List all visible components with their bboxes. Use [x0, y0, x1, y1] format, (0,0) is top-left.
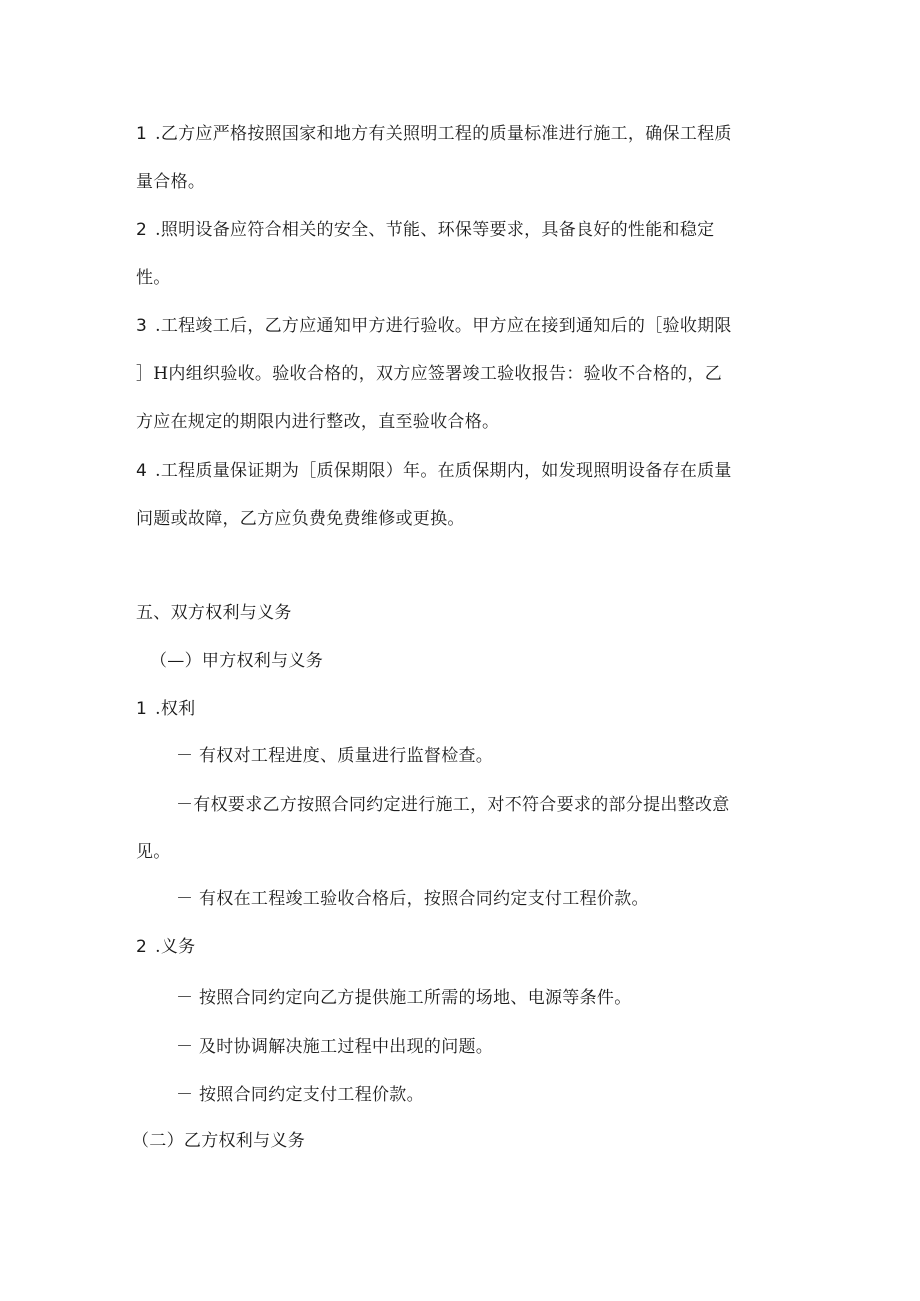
subsection-heading-party-a: （—）甲方权利与义务	[150, 651, 323, 671]
clause-4-3-line-2: ］H内组织验收。验收合格的，双方应签署竣工验收报告：验收不合格的，乙	[136, 364, 723, 384]
duties-bullet-3: － 按照合同约定支付工程价款。	[176, 1085, 424, 1105]
clause-4-4-line-1	[136, 459, 732, 483]
clause-4-3-line-1	[136, 314, 732, 338]
clause-4-2-line-2: 性。	[136, 268, 171, 288]
clause-title: .义务	[155, 937, 196, 957]
rights-heading	[136, 697, 195, 721]
clause-number: 1	[136, 699, 148, 719]
clause-4-3-line-3: 方应在规定的期限内进行整改，直至验收合格。	[136, 412, 500, 432]
clause-number: 2	[136, 937, 148, 957]
clause-4-4-line-2: 问题或故障，乙方应负费免费维修或更换。	[136, 509, 465, 529]
duties-bullet-1: － 按照合同约定向乙方提供施工所需的场地、电源等条件。	[176, 988, 632, 1008]
section-heading: 五、双方权利与义务	[136, 603, 292, 623]
clause-number: 2	[136, 220, 148, 240]
clause-text: .工程质量保证期为［质保期限）年。在质保期内，如发现照明设备存在质量	[155, 461, 732, 481]
clause-4-1-line-1	[136, 122, 732, 146]
clause-number: 3	[136, 316, 148, 336]
rights-bullet-1: － 有权对工程进度、质量进行监督检查。	[176, 746, 494, 766]
duties-bullet-2: － 及时协调解决施工过程中出现的问题。	[176, 1037, 494, 1057]
clause-4-1-line-2: 量合格。	[136, 172, 206, 192]
clause-number: 4	[136, 461, 148, 481]
clause-text: .工程竣工后，乙方应通知甲方进行验收。甲方应在接到通知后的［验收期限	[155, 316, 732, 336]
rights-bullet-2-line-2: 见。	[136, 842, 171, 862]
clause-4-2-line-1	[136, 218, 714, 242]
clause-text: .照明设备应符合相关的安全、节能、环保等要求，具备良好的性能和稳定	[155, 220, 715, 240]
duties-heading	[136, 935, 195, 959]
rights-bullet-2-line-1: －有权要求乙方按照合同约定进行施工，对不符合要求的部分提出整改意	[176, 795, 730, 815]
rights-bullet-3: － 有权在工程竣工验收合格后，按照合同约定支付工程价款。	[176, 889, 649, 909]
clause-title: .权利	[155, 699, 196, 719]
subsection-heading-party-b: （二）乙方权利与义务	[132, 1131, 305, 1151]
clause-text: .乙方应严格按照国家和地方有关照明工程的质量标准进行施工，确保工程质	[155, 124, 732, 144]
clause-number: 1	[136, 124, 148, 144]
